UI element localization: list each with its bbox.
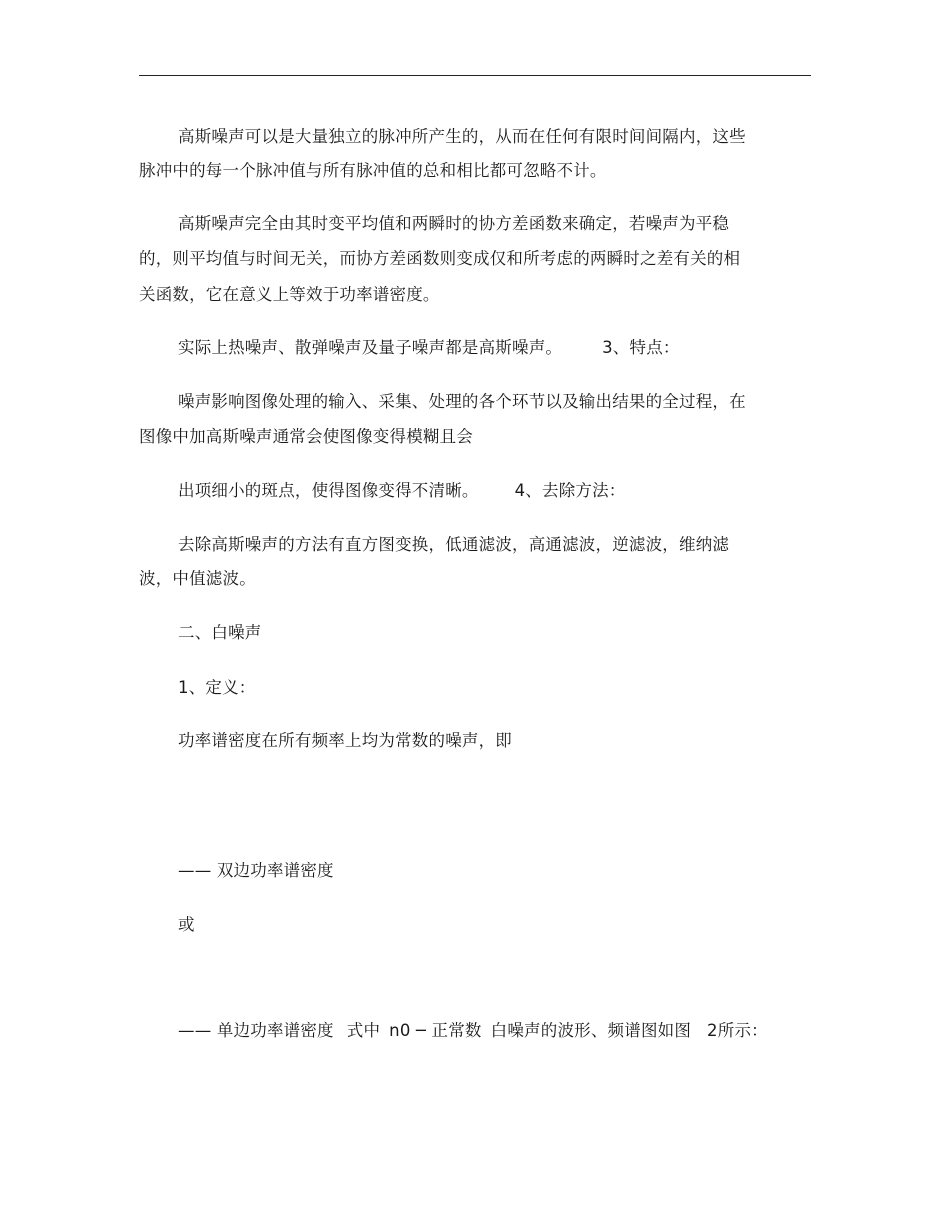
paragraph-2-line-2: 的，则平均值与时间无关，而协方差函数则变成仅和所考虑的两瞬时之差有关的相 (139, 249, 741, 268)
section-heading-removal-methods: 4、去除方法： (514, 481, 626, 500)
n0-definition: n0 ─ 正常数 (389, 1021, 482, 1040)
section-heading-features: 3、特点： (602, 338, 680, 357)
paragraph-2-line-3: 关函数，它在意义上等效于功率谱密度。 (139, 285, 440, 304)
paragraph-1-line-2: 脉冲中的每一个脉冲值与所有脉冲值的总和相比都可忽略不计。 (139, 161, 607, 180)
paragraph-4-line-2: 图像中加高斯噪声通常会使图像变得模糊且会 (139, 427, 473, 446)
header-rule (139, 75, 811, 76)
section-heading-white-noise: 二、白噪声 (178, 623, 262, 642)
paragraph-1-line-1: 高斯噪声可以是大量独立的脉冲所产生的，从而在任何有限时间间隔内，这些 (178, 127, 746, 146)
or-text: 或 (178, 915, 195, 934)
figure-reference-text: 白噪声的波形、频谱图如图 (490, 1021, 692, 1040)
paragraph-4-line-1: 噪声影响图像处理的输入、采集、处理的各个环节以及输出结果的全过程，在 (178, 392, 746, 411)
subheading-definition: 1、定义： (178, 678, 256, 697)
single-sided-psd-label: —— 单边功率谱密度 (178, 1021, 334, 1040)
paragraph-5-text: 出项细小的斑点，使得图像变得不清晰。 (178, 481, 479, 500)
paragraph-3-line-1 (178, 338, 680, 358)
definition-text: 功率谱密度在所有频率上均为常数的噪声，即 (178, 731, 512, 750)
paragraph-6-line-1: 去除高斯噪声的方法有直方图变换，低通滤波，高通滤波，逆滤波，维纳滤 (178, 535, 730, 554)
figure-number-text: 2所示： (707, 1021, 768, 1040)
final-line (178, 1021, 768, 1041)
double-sided-psd-label: —— 双边功率谱密度 (178, 861, 334, 880)
paragraph-3-text: 实际上热噪声、散弹噪声及量子噪声都是高斯噪声。 (178, 338, 563, 357)
paragraph-6-line-2: 波，中值滤波。 (139, 569, 256, 588)
paragraph-2-line-1: 高斯噪声完全由其时变平均值和两瞬时的协方差函数来确定，若噪声为平稳 (178, 214, 730, 233)
where-text: 式中 (346, 1021, 381, 1040)
paragraph-5-line-1 (178, 481, 626, 501)
